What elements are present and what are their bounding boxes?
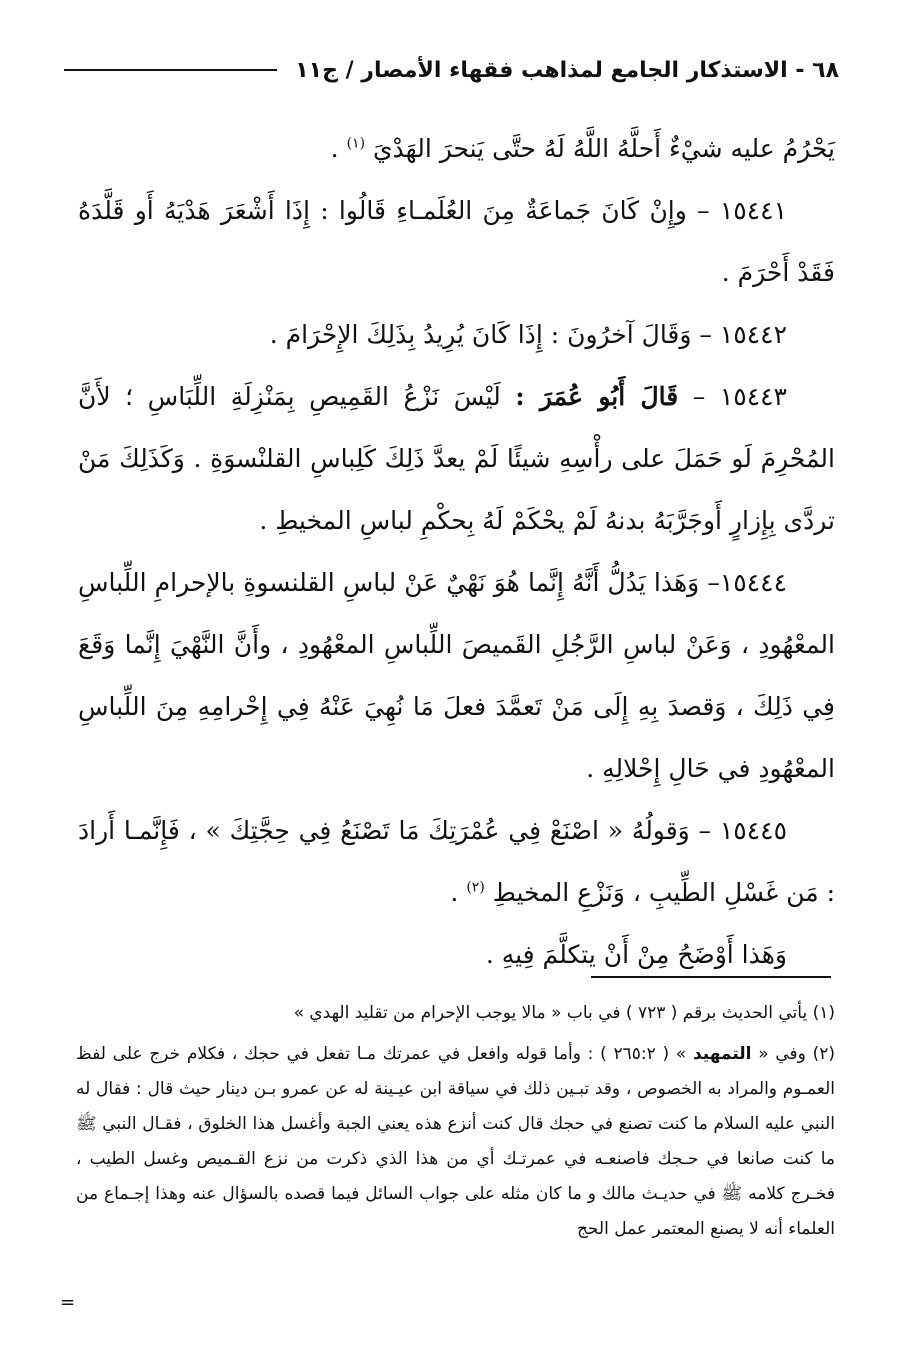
main-text: [78, 118, 835, 986]
paragraph-end: .: [450, 878, 459, 907]
paragraph-number: ١٥٤٤٣ –: [692, 382, 787, 411]
paragraph-closing: وَهَذا أَوْضَحُ مِنْ أَنْ يتكلَّمَ فِيهِ .: [485, 940, 787, 969]
paragraph-text: ١٥٤٤٥ – وَقولُهُ « اصْنَعْ فِي عُمْرَتِكَ مَا تَصْنَعُ فِي حِجَّتِكَ » ، فَإِنَّمـا أَرادَ : مَن غَسْلِ الطِّيبِ ، وَنَزْعِ المخيطِ: [78, 816, 835, 907]
footnote-text: » ( ٢٦٥:٢ ) : وأما قوله وافعل في عمرتك مـا تفعل في حجك ، فكلام خرج على لفظ العمـوم والمراد به الخصوص ، وقد تبـين ذلك في سياقة ابن عيـينة له عن عمرو بـن دينار حيث قال : فقال له النبي عليه السلام ما كنت تصنع في حجك قال كنت أنزع هذه يعني الجبة وأغسل هذا الخلوق ، فقـال النبي ﷺ ما كنت صانعا في حـجك فاصنعـه في عمرتـك أي من هذا الذي ذكرت من نزع القـميص وغسل الطيب ، فخـرج كلامه ﷺ في حديـث مالك و ما كان مثله على جواب السائل فيما قصده بالسؤال عنه وهذا إجـماع من العلماء أنه لا يصنع المعتمر عمل الحج: [76, 1044, 835, 1239]
footnote-ref-2[interactable]: (٢): [466, 879, 485, 896]
paragraph-15443: [78, 366, 835, 552]
running-header: [64, 50, 839, 90]
source-title: التمهيد: [692, 1044, 752, 1064]
author-name: قَالَ أَبُو عُمَرَ :: [515, 382, 679, 411]
paragraph-15445: [78, 800, 835, 924]
paragraph-15444: ١٥٤٤٤– وَهَذا يَدُلُّ أَنَّهُ إِنَّما هُوَ نَهْيٌ عَنْ لباسِ القلنسوةِ بالإحرامِ اللِّباسِ المعْهُودِ ، وَعَنْ لباسِ الرَّجُلِ القَميصَ اللِّباسِ المعْهُودِ ، وأَنَّ النَّهْيَ إِنَّما وَقَعَ فِي ذَلِكَ ، وَقصدَ بِهِ إِلَى مَنْ تَعمَّدَ فعلَ مَا نُهِيَ عَنْهُ فِي إِحْرامِهِ مِنَ اللِّباسِ المعْهُودِ في حَالِ إِحْلالِهِ .: [78, 568, 835, 783]
footnote-ref-1[interactable]: (١): [346, 135, 366, 152]
continuation-mark: =: [60, 1292, 76, 1313]
paragraph-end: .: [330, 134, 339, 163]
paragraph-text: يَحْرُمُ عليه شيْءٌ أَحلَّهُ اللَّهُ لَهُ حتَّى يَنحرَ الهَدْيَ: [372, 134, 835, 163]
header-title: ٦٨ - الاستذكار الجامع لمذاهب فقهاء الأمصار / ج١١: [295, 57, 839, 83]
paragraph-text: لَيْسَ نَزْعُ القَمِيصِ بِمَنْزِلَةِ اللِّبَاسِ ؛ لأَنَّ المُحْرِمَ لَو حَمَلَ على رأْسِهِ شيئًا لَمْ يعدَّ ذَلِكَ كَلِباسِ القلنْسوَةِ . وَكَذَلِكَ مَنْ تردَّى بِإِزارٍ أَوجَرَّبَهُ بدنهُ لَمْ يحْكَمْ لَهُ بِحكْمِ لباسِ المخيطِ .: [78, 382, 835, 535]
header-rule: [64, 69, 277, 71]
footnote-label: (٢) وفي «: [758, 1044, 835, 1064]
footnote-separator: [591, 976, 831, 978]
footnote-1: (١) يأتي الحديث برقم ( ٧٢٣ ) في باب « مالا يوجب الإحرام من تقليد الهدي »: [293, 1003, 835, 1023]
paragraph-15442: ١٥٤٤٢ – وَقَالَ آخرُونَ : إِذَا كَانَ يُرِيدُ بِذَلِكَ الإِحْرَامَ .: [269, 320, 787, 349]
footnote-2: [76, 1037, 835, 1247]
paragraph-15441: ١٥٤٤١ – وإِنْ كَانَ جَماعَةٌ مِنَ العُلَمـاءِ قَالُوا : إِذَا أَشْعَرَ هَدْيَهُ أَو قَلَّدَهُ فَقَدْ أَحْرَمَ .: [78, 196, 835, 287]
footnotes: [76, 996, 835, 1253]
paragraph-continuation: [78, 118, 835, 180]
